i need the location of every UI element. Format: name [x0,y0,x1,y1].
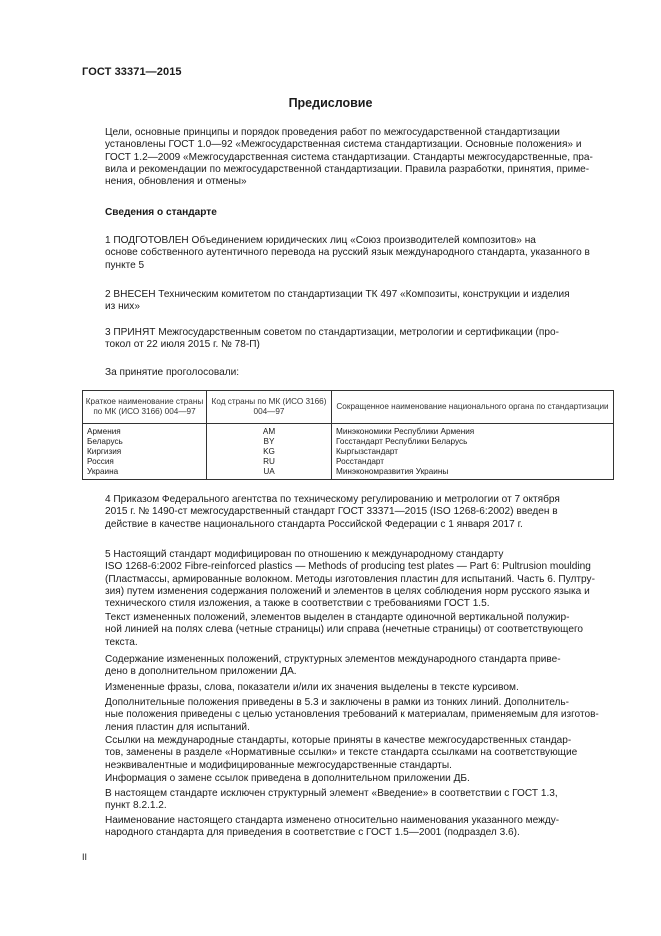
item-line: Содержание измененных положений, структурных элементов международного стандарта приве- [105,654,561,665]
intro-line: ГОСТ 1.2—2009 «Межгосударственная система стандартизации. Стандарты межгосударственные, пра- [105,151,593,163]
cell-code: RU [207,457,332,467]
italic-note-paragraph [82,682,614,694]
intro-line: нения, обновления и отмены» [105,176,247,188]
cell-country: Армения [83,424,207,438]
cell-body: Росстандарт [332,457,614,467]
table-row [83,457,614,467]
vote-caption: За принятие проголосовали: [105,367,240,378]
references-paragraph [82,735,614,772]
cell-body: Минэкономики Республики Армения [332,424,614,438]
item-line: технического стиля изложения, а также в соответствии с требованиями ГОСТ 1.5. [105,598,490,610]
intro-line: вила и рекомендации по межгосударственной стандартизации. Правила разработки, принятия, приме- [105,163,590,175]
item-line: В настоящем стандарте исключен структурный элемент «Введение» в соответствии с ГОСТ 1.3, [105,788,558,799]
cell-body: Кыргызстандарт [332,447,614,457]
cell-country: Беларусь [83,437,207,447]
column-header-body: Сокращенное наименование национального органа по стандартизации [332,391,614,424]
cell-code: AM [207,424,332,438]
item-line: из них» [105,301,140,313]
item-4-paragraph [82,494,614,531]
item-line: основе собственного аутентичного перевода на русский язык международного стандарта, указанного в [105,247,590,259]
item-line: Измененные фразы, слова, показатели и/или их значения выделены в тексте курсивом. [105,682,519,693]
page-number: II [82,852,88,862]
item-line: 1 ПОДГОТОВЛЕН Объединением юридических лиц «Союз производителей композитов» на [105,235,536,246]
item-2-paragraph [82,289,614,314]
item-1-paragraph [82,235,614,272]
introduction-removed-paragraph [82,788,614,813]
title-change-paragraph [82,815,614,840]
item-line: Дополнительные положения приведены в 5.3 и заключены в рамки из тонких линий. Дополнитель- [105,697,570,708]
document-header: ГОСТ 33371—2015 [82,66,182,78]
item-5-paragraph [82,549,614,610]
item-line: действие в качестве национального стандарта Российской Федерации с 1 января 2017 г. [105,518,523,530]
cell-code: UA [207,467,332,480]
item-line: ные положения приведены с целью установления требований к материалам, применяемым для изготов- [105,709,599,721]
table-header-row [83,391,614,424]
item-line: токол от 22 июля 2015 г. № 78-П) [105,339,260,351]
cell-body: Минэкономразвития Украины [332,467,614,480]
item-line: Ссылки на международные стандарты, которые приняты в качестве межгосударственных стандар- [105,735,572,746]
table-row [83,424,614,438]
item-line: Информация о замене ссылок приведена в дополнительном приложении ДБ. [105,773,470,784]
item-line: (Пластмассы, армированные волокном. Методы изготовления пластин для испытаний. Часть 6. Пултру- [105,573,595,585]
annex-da-paragraph [82,654,614,679]
table-row [83,467,614,480]
item-line: Наименование настоящего стандарта изменено относительно наименования указанного между- [105,815,560,826]
item-line: пункте 5 [105,259,145,271]
item-3-paragraph [82,327,614,352]
cell-country: Россия [83,457,207,467]
item-line: 2 ВНЕСЕН Техническим комитетом по стандартизации ТК 497 «Композиты, конструкции и изделия [105,289,570,300]
item-line: дено в дополнительном приложении ДА. [105,666,297,678]
cell-code: BY [207,437,332,447]
intro-line: Цели, основные принципы и порядок проведения работ по межгосударственной стандартизации [105,127,560,138]
item-line: 3 ПРИНЯТ Межгосударственным советом по стандартизации, метрологии и сертификации (про- [105,327,559,338]
page-title: Предисловие [288,96,373,110]
intro-line: установлены ГОСТ 1.0—92 «Межгосударственная система стандартизации. Основные положения» и [105,139,582,151]
item-line: неэквивалентные и модифицированные межгосударственные стандарты. [105,759,452,771]
item-line: текста. [105,636,138,648]
vote-table [82,390,614,480]
item-line: народного стандарта для приведения в соответствие с ГОСТ 1.5—2001 (подраздел 3.6). [105,827,520,839]
item-line: зия) путем изменения содержания положений и элементов в целях соблюдения норм русского языка и [105,585,590,597]
cell-country: Украина [83,467,207,480]
item-line: 5 Настоящий стандарт модифицирован по отношению к международному стандарту [105,549,504,560]
item-line: ления пластин для испытаний. [105,721,250,733]
column-header-code: Код страны по МК (ИСО 3166) 004—97 [207,391,332,424]
table-row [83,437,614,447]
cell-code: KG [207,447,332,457]
additional-provisions-paragraph [82,697,614,734]
column-header-country: Краткое наименование страны по МК (ИСО 3166) 004—97 [83,391,207,424]
annex-db-paragraph [82,773,614,785]
item-line: ной линией на полях слева (четные страницы) или справа (нечетные страницы) от соответствующего [105,624,584,636]
modified-text-paragraph [82,612,614,649]
item-line: 4 Приказом Федерального агентства по техническому регулированию и метрологии от 7 октября [105,494,560,505]
item-line: ISO 1268-6:2002 Fibre-reinforced plastics — Methods of producing test plates — Part 6: Pultrusion moulding [105,561,591,573]
item-line: 2015 г. № 1490-ст межгосударственный стандарт ГОСТ 33371—2015 (ISO 1268-6:2002) введен в [105,506,558,518]
item-line: пункт 8.2.1.2. [105,800,167,812]
item-line: Текст измененных положений, элементов выделен в стандарте одиночной вертикальной полужир- [105,612,570,623]
cell-body: Госстандарт Республики Беларусь [332,437,614,447]
item-line: тов, заменены в разделе «Нормативные ссылки» и тексте стандарта ссылками на соответствующие [105,747,578,759]
info-heading: Сведения о стандарте [105,207,217,218]
intro-paragraph [82,127,614,188]
table-row [83,447,614,457]
cell-country: Киргизия [83,447,207,457]
